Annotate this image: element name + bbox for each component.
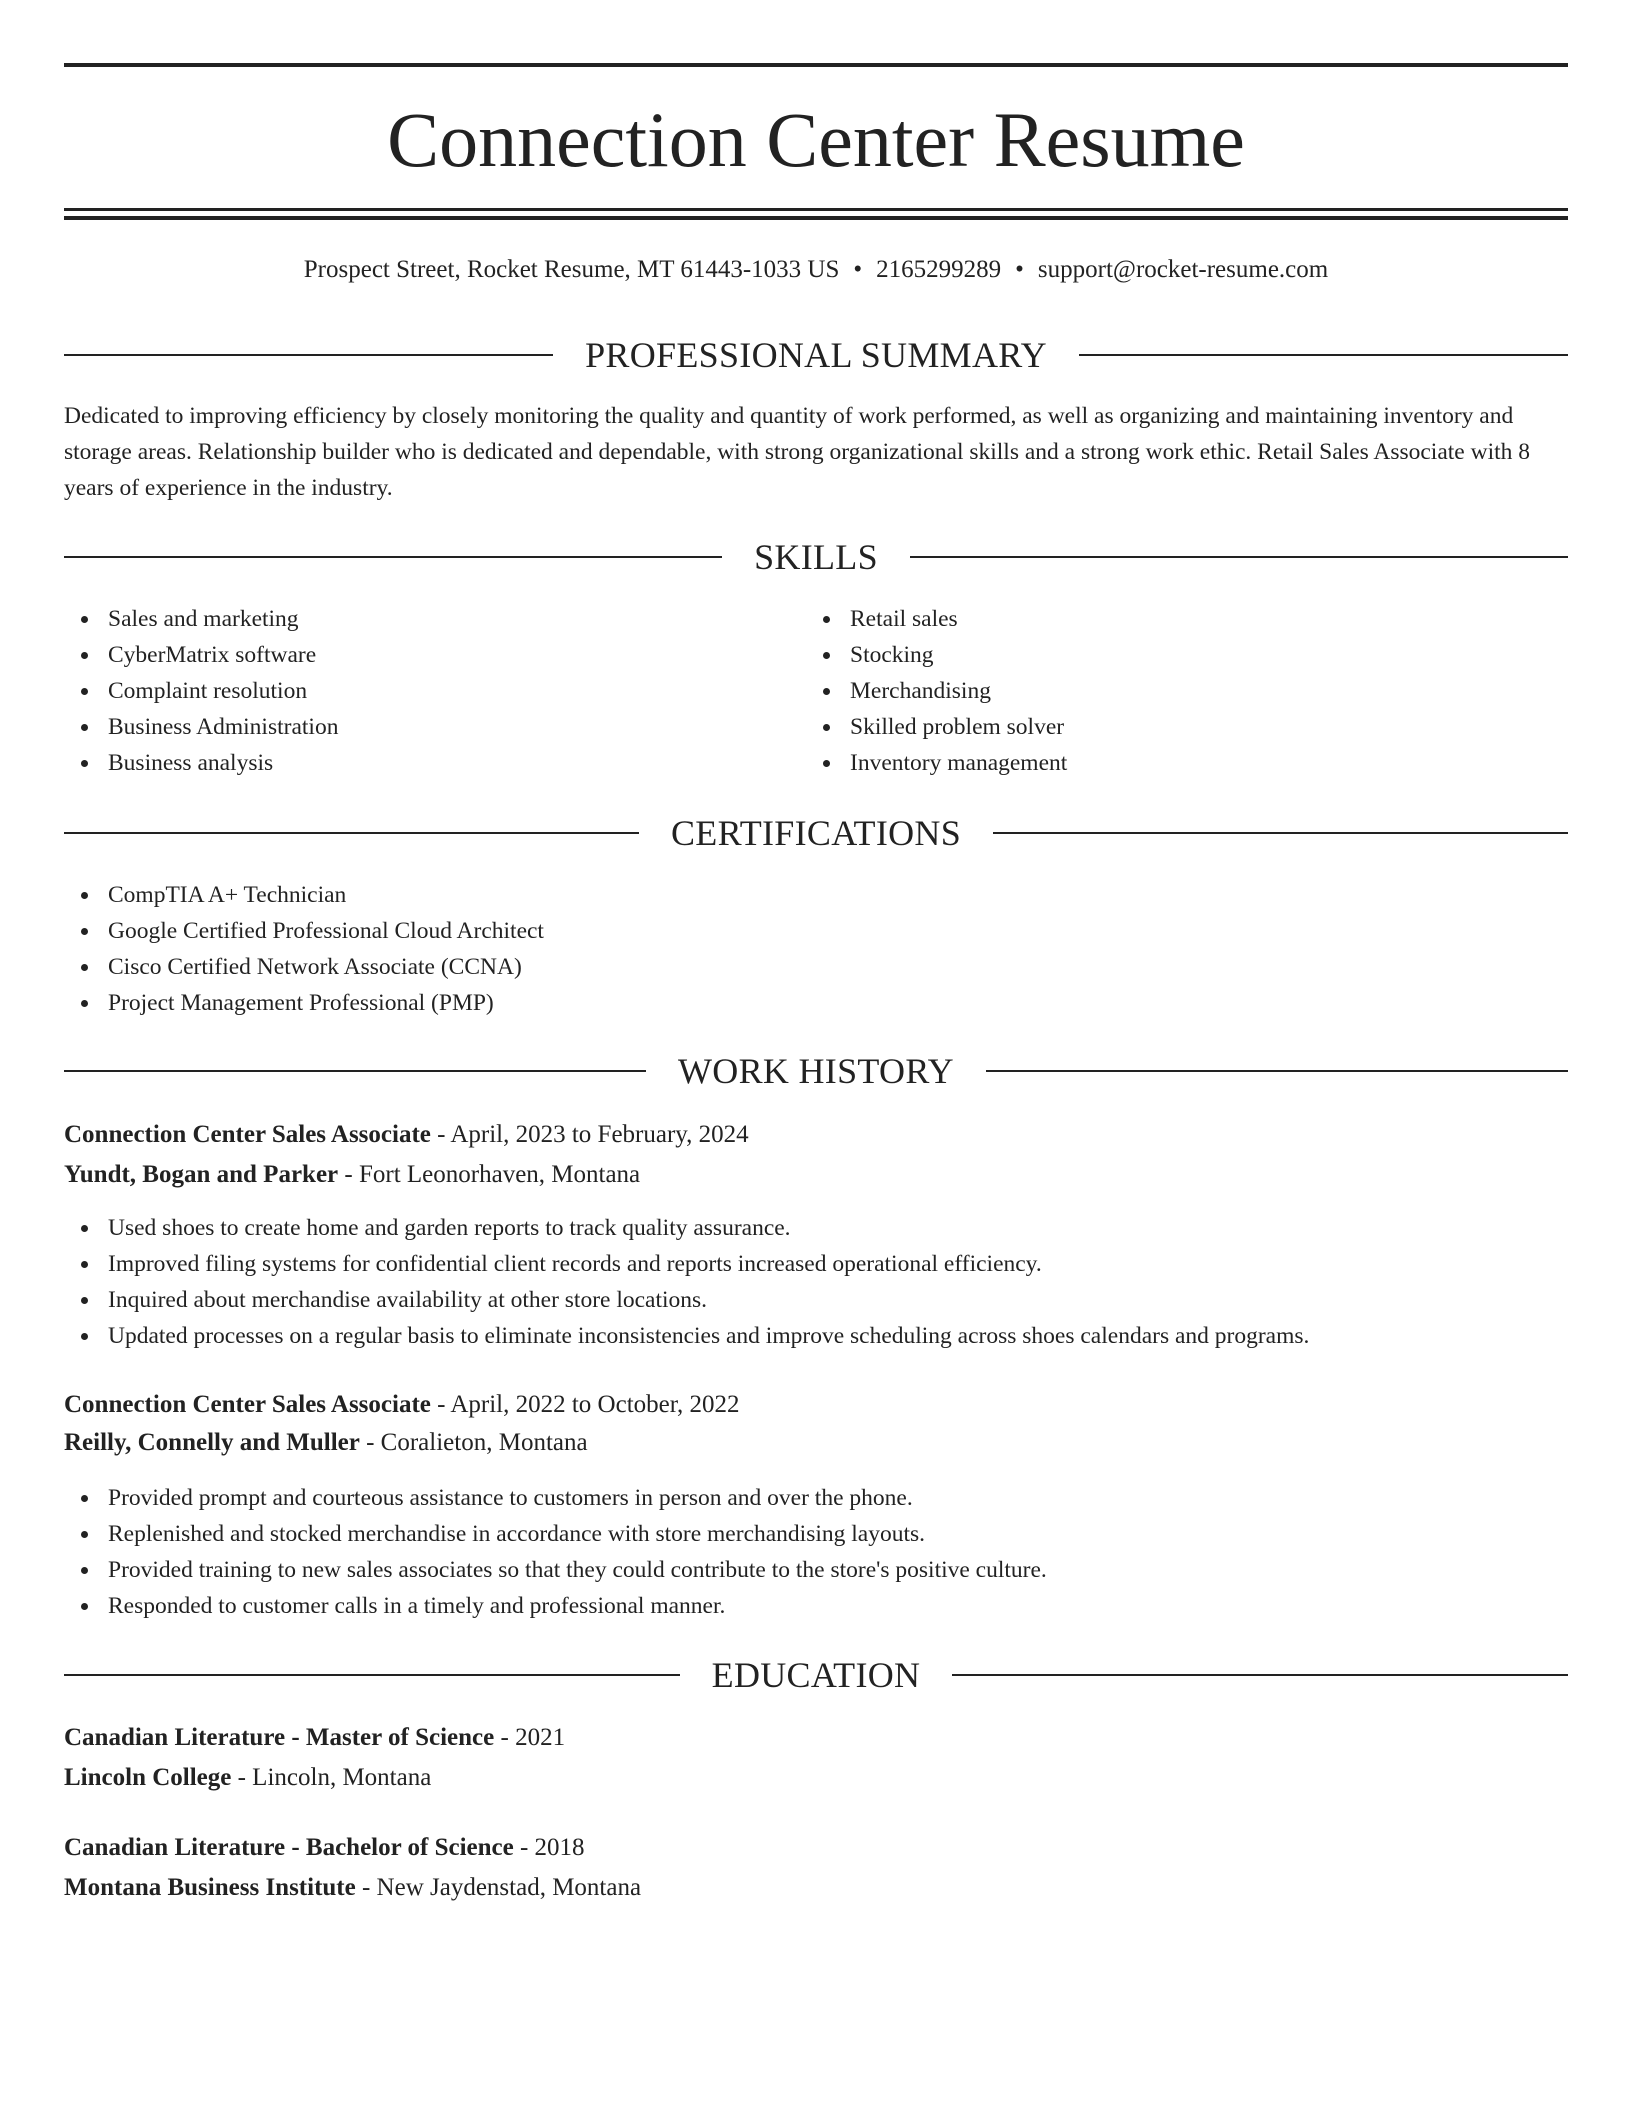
heading-rule-left bbox=[64, 832, 639, 834]
job-company-line bbox=[64, 1424, 1568, 1462]
contact-phone: 2165299289 bbox=[876, 256, 1002, 283]
skills-heading-label: SKILLS bbox=[754, 537, 878, 577]
skill-item: Business analysis bbox=[64, 745, 338, 781]
duty-item: Inquired about merchandise availability at other store locations. bbox=[64, 1282, 1309, 1318]
duty-item: Updated processes on a regular basis to eliminate inconsistencies and improve scheduling across shoes calendars and programs. bbox=[64, 1318, 1309, 1354]
contact-email: support@rocket-resume.com bbox=[1037, 256, 1329, 283]
education-degree-line bbox=[64, 1719, 1568, 1757]
certification-item: Google Certified Professional Cloud Architect bbox=[64, 913, 544, 949]
job-location: - Coralieton, Montana bbox=[359, 1429, 588, 1456]
duty-item: Used shoes to create home and garden reports to track quality assurance. bbox=[64, 1210, 1309, 1246]
education-school: Lincoln College bbox=[64, 1764, 232, 1791]
skills-heading bbox=[64, 533, 1568, 581]
contact-separator: • bbox=[1015, 256, 1024, 283]
heading-rule-right bbox=[910, 556, 1568, 558]
heading-rule-left bbox=[64, 1674, 680, 1676]
job-company: Yundt, Bogan and Parker bbox=[64, 1161, 339, 1188]
job-dates: - April, 2023 to February, 2024 bbox=[430, 1121, 749, 1148]
education-degree-line bbox=[64, 1829, 1568, 1867]
education-location: - New Jaydenstad, Montana bbox=[355, 1874, 642, 1901]
heading-rule-right bbox=[993, 832, 1568, 834]
education-school: Montana Business Institute bbox=[64, 1874, 356, 1901]
skill-item: Sales and marketing bbox=[64, 601, 338, 637]
work-heading-label: WORK HISTORY bbox=[678, 1051, 954, 1091]
skill-item: Inventory management bbox=[806, 745, 1067, 781]
summary-heading-label: PROFESSIONAL SUMMARY bbox=[585, 335, 1047, 375]
work-heading bbox=[64, 1047, 1568, 1095]
heading-rule-left bbox=[64, 1070, 646, 1072]
certification-item: Project Management Professional (PMP) bbox=[64, 985, 544, 1021]
job-title-line bbox=[64, 1116, 1568, 1154]
education-location: - Lincoln, Montana bbox=[231, 1764, 432, 1791]
skill-item: Business Administration bbox=[64, 709, 338, 745]
title-double-rule bbox=[64, 208, 1568, 220]
education-year: - 2018 bbox=[513, 1834, 585, 1861]
certification-item: Cisco Certified Network Associate (CCNA) bbox=[64, 949, 544, 985]
summary-text: Dedicated to improving efficiency by closely monitoring the quality and quantity of work performed, as well as organizing and maintaining inventory and storage areas. Relationship builder who is dedicated and dependable, with strong organizational skills and a strong work ethic. Retail Sales Associate with 8 years of experience in the industry. bbox=[64, 403, 1531, 501]
top-rule bbox=[64, 63, 1568, 67]
heading-rule-right bbox=[986, 1070, 1568, 1072]
skill-item: Stocking bbox=[806, 637, 1067, 673]
skill-item: Skilled problem solver bbox=[806, 709, 1067, 745]
job-title: Connection Center Sales Associate bbox=[64, 1121, 431, 1148]
duty-item: Provided training to new sales associates so that they could contribute to the store's positive culture. bbox=[64, 1552, 1047, 1588]
education-school-line bbox=[64, 1869, 1568, 1907]
education-heading bbox=[64, 1651, 1568, 1699]
job-title-line bbox=[64, 1386, 1568, 1424]
heading-rule-right bbox=[1079, 354, 1568, 356]
skill-item: Complaint resolution bbox=[64, 673, 338, 709]
heading-rule-left bbox=[64, 556, 722, 558]
skill-item: Merchandising bbox=[806, 673, 1067, 709]
certification-item: CompTIA A+ Technician bbox=[64, 877, 544, 913]
certifications-heading-label: CERTIFICATIONS bbox=[670, 813, 962, 853]
duty-item: Improved filing systems for confidential client records and reports increased operational efficiency. bbox=[64, 1246, 1309, 1282]
education-degree: Canadian Literature - Master of Science bbox=[64, 1724, 495, 1751]
resume-title: Connection Center Resume bbox=[387, 96, 1245, 183]
skill-item: Retail sales bbox=[806, 601, 1067, 637]
contact-separator: • bbox=[853, 256, 863, 283]
skill-item: CyberMatrix software bbox=[64, 637, 338, 673]
skills-list-left bbox=[64, 601, 338, 781]
duty-item: Replenished and stocked merchandise in accordance with store merchandising layouts. bbox=[64, 1516, 1047, 1552]
contact-address: Prospect Street, Rocket Resume, MT 61443-1033 US bbox=[303, 256, 840, 283]
certifications-list bbox=[64, 877, 544, 1021]
duty-item: Responded to customer calls in a timely and professional manner. bbox=[64, 1588, 1047, 1624]
certifications-heading bbox=[64, 809, 1568, 857]
heading-rule-left bbox=[64, 354, 553, 356]
job-company: Reilly, Connelly and Muller bbox=[64, 1429, 360, 1456]
job-dates: - April, 2022 to October, 2022 bbox=[430, 1391, 740, 1418]
education-heading-label: EDUCATION bbox=[711, 1655, 921, 1695]
job-duties-list bbox=[64, 1480, 1047, 1624]
education-school-line bbox=[64, 1759, 1568, 1797]
skills-list-right bbox=[806, 601, 1067, 781]
education-degree: Canadian Literature - Bachelor of Science bbox=[64, 1834, 514, 1861]
job-title: Connection Center Sales Associate bbox=[64, 1391, 431, 1418]
contact-line bbox=[64, 252, 1568, 288]
education-year: - 2021 bbox=[494, 1724, 566, 1751]
heading-rule-right bbox=[952, 1674, 1568, 1676]
job-duties-list bbox=[64, 1210, 1309, 1354]
job-location: - Fort Leonorhaven, Montana bbox=[338, 1161, 641, 1188]
job-company-line bbox=[64, 1156, 1568, 1194]
summary-heading bbox=[64, 331, 1568, 379]
duty-item: Provided prompt and courteous assistance to customers in person and over the phone. bbox=[64, 1480, 1047, 1516]
